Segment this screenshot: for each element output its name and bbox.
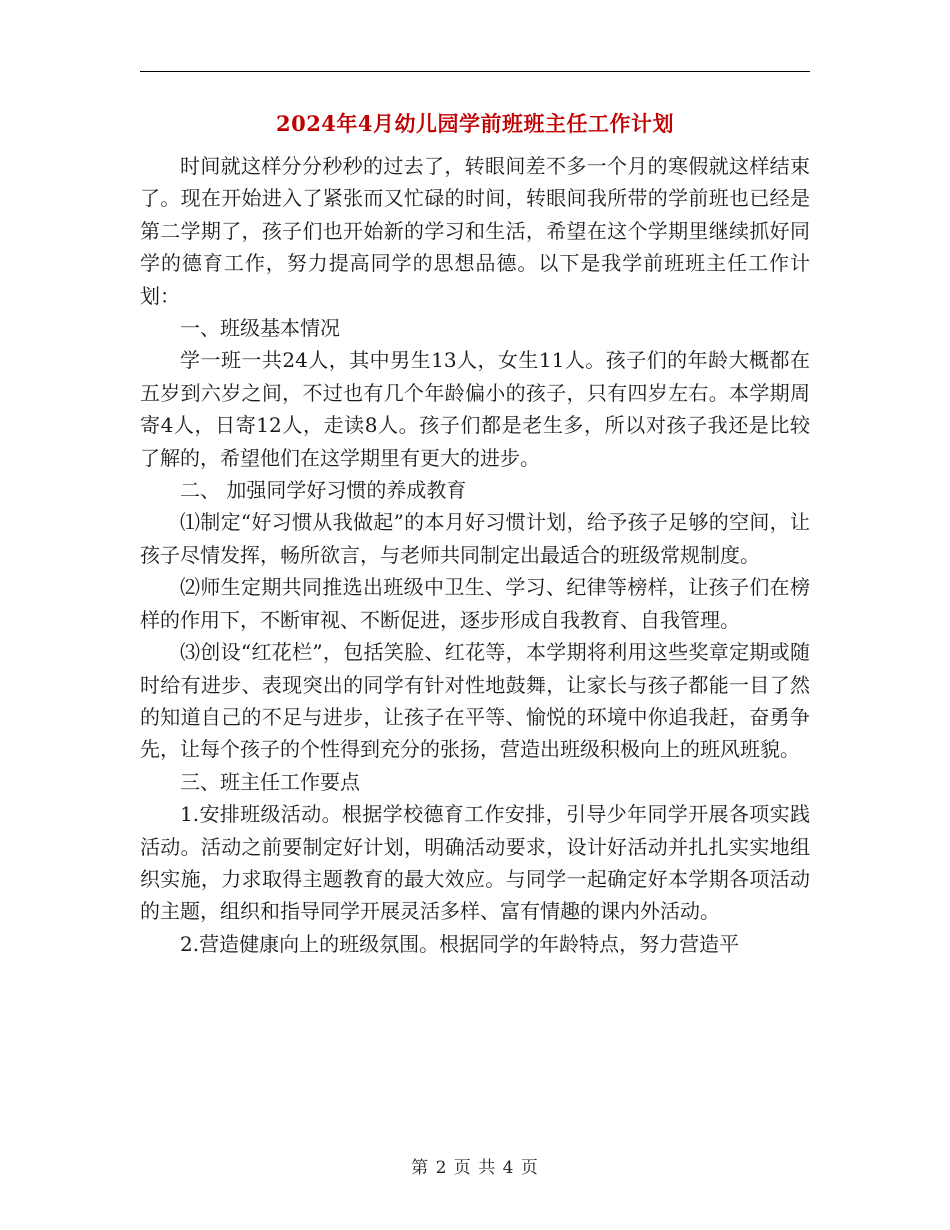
document-title: 2024年4月幼儿园学前班班主任工作计划 bbox=[275, 111, 675, 136]
habits-item-1: ⑴制定“好习惯从我做起”的本月好习惯计划，给予孩子足够的空间，让孩子尽情发挥，畅所欲言，与老师共同制定出最适合的班级常规制度。 bbox=[140, 510, 810, 567]
section-heading-class-info: 一、班级基本情况 bbox=[180, 316, 340, 341]
intro-paragraph: 时间就这样分分秒秒的过去了，转眼间差不多一个月的寒假就这样结束了。现在开始进入了紧张而又忙碌的时间，转眼间我所带的学前班也已经是第二学期了，孩子们也开始新的学习和生活，希望在这个学期里继续抓好同学的德育工作，努力提高同学的思想品德。以下是我学前班班主任工作计划： bbox=[140, 154, 810, 308]
header-rule bbox=[140, 71, 810, 72]
class-info-paragraph: 学一班一共24人，其中男生13人，女生11人。孩子们的年龄大概都在五岁到六岁之间，不过也有几个年龄偏小的孩子，只有四岁左右。本学期周寄4人，日寄12人，走读8人。孩子们都是老生多，所以对孩子我还是比较了解的，希望他们在这学期里有更大的进步。 bbox=[140, 348, 810, 470]
section-heading-habits: 二、 加强同学好习惯的养成教育 bbox=[180, 478, 467, 503]
habits-item-2: ⑵师生定期共同推选出班级中卫生、学习、纪律等榜样，让孩子们在榜样的作用下，不断审视、不断促进，逐步形成自我教育、自我管理。 bbox=[140, 575, 810, 632]
page-number-footer: 第 2 页 共 4 页 bbox=[411, 1158, 539, 1178]
habits-item-3: ⑶创设“红花栏”，包括笑脸、红花等，本学期将利用这些奖章定期或随时给有进步、表现突出的同学有针对性地鼓舞，让家长与孩子都能一目了然的知道自己的不足与进步，让孩子在平等、愉悦的环境中你追我赶，奋勇争先，让每个孩子的个性得到充分的张扬，营造出班级积极向上的班风班貌。 bbox=[140, 640, 810, 762]
document-body bbox=[140, 150, 810, 960]
section-heading-key-points: 三、班主任工作要点 bbox=[180, 769, 360, 794]
key-point-2: 2.营造健康向上的班级氛围。根据同学的年龄特点，努力营造平 bbox=[180, 931, 740, 956]
key-point-1: 1.安排班级活动。根据学校德育工作安排，引导少年同学开展各项实践活动。活动之前要制定好计划，明确活动要求，设计好活动并扎扎实实地组织实施，力求取得主题教育的最大效应。与同学一起确定好本学期各项活动的主题，组织和指导同学开展灵活多样、富有情趣的课内外活动。 bbox=[140, 802, 810, 924]
